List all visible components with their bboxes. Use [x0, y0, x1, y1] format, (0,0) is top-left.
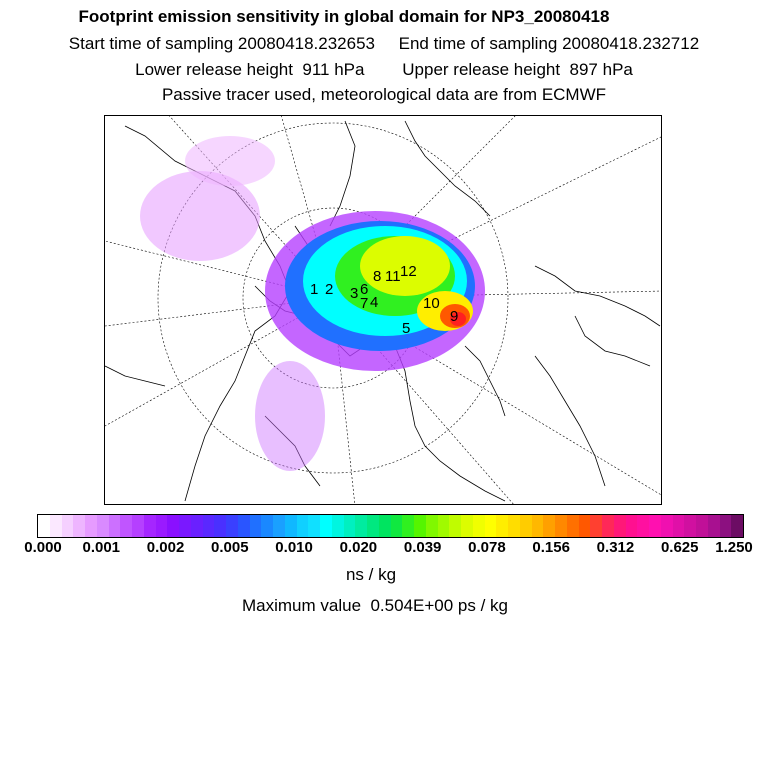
colorbar-tick-label: 1.250	[715, 539, 753, 556]
colorbar-segment	[508, 515, 520, 537]
colorbar-segment	[320, 515, 332, 537]
traj-label: 11	[385, 268, 401, 285]
traj-label: 5	[402, 320, 411, 337]
colorbar-segment	[402, 515, 414, 537]
colorbar-tick-label: 0.078	[468, 539, 506, 556]
colorbar-segment	[250, 515, 262, 537]
plume-low-south	[255, 361, 325, 471]
colorbar-segment	[720, 515, 732, 537]
colorbar-segment	[438, 515, 450, 537]
colorbar-segment	[626, 515, 638, 537]
colorbar-segment	[708, 515, 720, 537]
maximum-value-label: Maximum value 0.504E+00 ps / kg	[242, 596, 508, 615]
colorbar-segment	[614, 515, 626, 537]
traj-label: 3	[350, 285, 359, 302]
colorbar-segment	[461, 515, 473, 537]
colorbar-segment	[97, 515, 109, 537]
colorbar-segment	[109, 515, 121, 537]
colorbar-segment	[496, 515, 508, 537]
colorbar-segment	[449, 515, 461, 537]
colorbar-segment	[414, 515, 426, 537]
map-canvas	[105, 116, 662, 505]
traj-label: 7	[360, 295, 369, 312]
colorbar	[37, 514, 744, 538]
colorbar-segment	[661, 515, 673, 537]
colorbar-segment	[543, 515, 555, 537]
colorbar-segment	[167, 515, 179, 537]
traj-label: 8	[373, 268, 382, 285]
colorbar-segment	[191, 515, 203, 537]
colorbar-tick-label: 0.010	[275, 539, 313, 556]
sampling-time-line: Start time of sampling 20080418.232653 End time of sampling 20080418.232712	[68, 34, 700, 53]
colorbar-segment	[590, 515, 602, 537]
traj-label: 2	[325, 281, 334, 298]
colorbar-tick-label: 0.000	[24, 539, 62, 556]
colorbar-tick-label: 0.005	[211, 539, 249, 556]
colorbar-segment	[132, 515, 144, 537]
colorbar-segment	[238, 515, 250, 537]
traj-label: 4	[370, 294, 379, 311]
footprint-map	[104, 115, 662, 505]
colorbar-segment	[144, 515, 156, 537]
colorbar-segment	[555, 515, 567, 537]
traj-label: 12	[400, 263, 417, 280]
colorbar-segment	[473, 515, 485, 537]
tracer-info-line: Passive tracer used, meteorological data are from ECMWF	[161, 85, 607, 104]
colorbar-segment	[120, 515, 132, 537]
colorbar-segment	[308, 515, 320, 537]
colorbar-segment	[344, 515, 356, 537]
traj-label: 6	[360, 281, 369, 298]
traj-label: 10	[423, 295, 440, 312]
colorbar-segment	[261, 515, 273, 537]
plot-title: Footprint emission sensitivity in global domain for NP3_20080418	[78, 7, 610, 26]
colorbar-segment	[73, 515, 85, 537]
colorbar-segment	[179, 515, 191, 537]
colorbar-tick-label: 0.001	[82, 539, 121, 556]
colorbar-segment	[532, 515, 544, 537]
traj-label: 9	[450, 308, 459, 325]
colorbar-segment	[50, 515, 62, 537]
release-height-line: Lower release height 911 hPa Upper release height 897 hPa	[135, 60, 633, 79]
colorbar-segment	[273, 515, 285, 537]
colorbar-segment	[355, 515, 367, 537]
colorbar-segment	[379, 515, 391, 537]
colorbar-segment	[567, 515, 579, 537]
colorbar-segment	[367, 515, 379, 537]
colorbar-tick-label: 0.156	[532, 539, 570, 556]
colorbar-segment	[602, 515, 614, 537]
colorbar-units: ns / kg	[345, 565, 397, 584]
colorbar-segment	[673, 515, 685, 537]
colorbar-segment	[214, 515, 226, 537]
plume-low-nw	[185, 136, 275, 186]
colorbar-segment	[696, 515, 708, 537]
colorbar-segment	[332, 515, 344, 537]
colorbar-segment	[579, 515, 591, 537]
colorbar-segment	[85, 515, 97, 537]
colorbar-tick-label: 0.312	[596, 539, 635, 556]
colorbar-segment	[426, 515, 438, 537]
colorbar-segment	[203, 515, 215, 537]
colorbar-segment	[637, 515, 649, 537]
colorbar-segment	[297, 515, 309, 537]
traj-label: 1	[310, 281, 319, 298]
colorbar-segment	[62, 515, 74, 537]
colorbar-segment	[520, 515, 532, 537]
colorbar-tick-label: 0.039	[403, 539, 442, 556]
colorbar-tick-label: 0.625	[660, 539, 699, 556]
colorbar-tick-label: 0.020	[339, 539, 378, 556]
colorbar-segment	[731, 515, 743, 537]
colorbar-segment	[38, 515, 50, 537]
colorbar-segment	[156, 515, 168, 537]
colorbar-segment	[285, 515, 297, 537]
colorbar-segment	[649, 515, 661, 537]
colorbar-segment	[485, 515, 497, 537]
colorbar-segment	[226, 515, 238, 537]
colorbar-tick-label: 0.002	[146, 539, 185, 556]
colorbar-segment	[684, 515, 696, 537]
colorbar-segment	[391, 515, 403, 537]
